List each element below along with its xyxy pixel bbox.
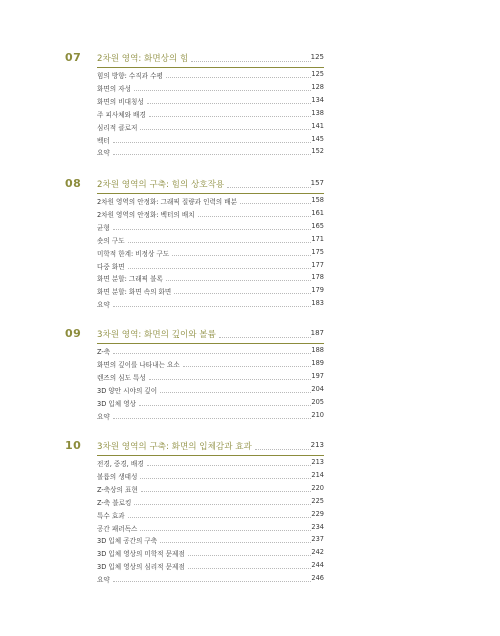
toc-entry[interactable]: [0, 398, 500, 410]
entry-page-number: 134: [311, 95, 324, 104]
entry-page-number: 246: [311, 574, 324, 583]
dot-leader: [113, 418, 311, 419]
entry-page-number: 171: [311, 234, 324, 243]
entry-page-number: 225: [311, 496, 324, 505]
dot-leader: [128, 517, 311, 518]
entry-title: 3D 입체 영상: [97, 399, 136, 408]
entry-title: 화면 분할: 화면 속의 화면: [97, 288, 172, 297]
entry-title: 다중 화면: [97, 262, 125, 271]
entry-page-number: 178: [311, 273, 324, 282]
entry-title: 주 피사체와 배경: [97, 110, 146, 119]
toc-entry[interactable]: [0, 484, 500, 496]
dot-leader: [198, 216, 311, 217]
chapter-rule: [97, 193, 324, 194]
dot-leader: [183, 366, 311, 367]
entry-title: 화면의 자성: [97, 84, 131, 93]
entry-page-number: 234: [311, 522, 324, 531]
chapter-page-number: 157: [310, 179, 324, 187]
dot-leader: [134, 90, 311, 91]
chapter-heading[interactable]: [0, 52, 500, 66]
entry-page-number: 183: [311, 299, 324, 308]
toc-entry[interactable]: [0, 385, 500, 397]
chapter-heading[interactable]: [0, 440, 500, 454]
dot-leader: [191, 61, 311, 62]
toc-entry[interactable]: [0, 359, 500, 371]
entry-title: 화면의 깊이를 나타내는 요소: [97, 360, 180, 369]
toc-entry[interactable]: [0, 122, 500, 134]
chapter-rule: [97, 343, 324, 344]
entry-title: 요약: [97, 412, 110, 421]
entry-title: Z-축: [97, 348, 111, 356]
entry-title: 힘의 방향: 수직과 수평: [97, 72, 163, 80]
dot-leader: [134, 504, 311, 505]
dot-leader: [174, 293, 311, 294]
dot-leader: [188, 555, 311, 556]
entry-page-number: 210: [311, 410, 324, 419]
entry-page-number: 197: [311, 371, 324, 380]
entry-title: 화면 분할: 그래픽 블록: [97, 275, 163, 284]
entry-page-number: 161: [311, 208, 324, 217]
dot-leader: [255, 449, 311, 450]
toc-entry[interactable]: [0, 209, 500, 221]
chapter-title: 2차원 영역: 화면상의 힘: [97, 54, 189, 64]
entry-page-number: 141: [311, 121, 324, 130]
chapter-title: 2차원 영역의 구축: 힘의 상호작용: [97, 180, 225, 190]
dot-leader: [227, 187, 311, 188]
entry-title: Z-축 블로킹: [97, 498, 132, 507]
dot-leader: [141, 491, 311, 492]
toc-entry[interactable]: [0, 222, 500, 234]
entry-page-number: 213: [311, 458, 324, 466]
chapter-number: 08: [65, 177, 82, 190]
dot-leader: [219, 337, 311, 338]
entry-title: 2차원 영역의 안정화: 벡터의 배치: [97, 210, 195, 219]
entry-page-number: 205: [311, 397, 324, 406]
chapter-page-number: 125: [310, 53, 324, 61]
entry-title: 화면의 비대칭성: [97, 97, 144, 106]
entry-page-number: 229: [311, 509, 324, 518]
dot-leader: [166, 77, 311, 78]
entry-title: 3D 입체 공간의 구축: [97, 537, 158, 546]
dot-leader: [140, 478, 311, 479]
entry-page-number: 244: [311, 561, 324, 570]
toc-entry[interactable]: [0, 261, 500, 273]
toc-entry[interactable]: [0, 248, 500, 260]
dot-leader: [149, 116, 311, 117]
entry-title: 균형: [97, 223, 110, 232]
toc-entry[interactable]: [0, 135, 500, 147]
chapter-number: 09: [65, 327, 82, 340]
entry-title: 요약: [97, 149, 110, 158]
toc-entry[interactable]: [0, 109, 500, 121]
chapter-number: 10: [65, 439, 82, 452]
entry-page-number: 188: [311, 346, 324, 354]
entry-page-number: 152: [311, 147, 324, 156]
entry-title: 2차원 영역의 안정화: 그래픽 질량과 인력의 배분: [97, 198, 238, 206]
toc-entry[interactable]: [0, 548, 500, 560]
dot-leader: [128, 268, 311, 269]
entry-page-number: 138: [311, 108, 324, 117]
chapter-page-number: 213: [310, 441, 324, 449]
toc-entry[interactable]: [0, 561, 500, 573]
toc-entry[interactable]: [0, 535, 500, 547]
entry-title: 심리적 클로저: [97, 123, 138, 132]
dot-leader: [172, 255, 311, 256]
entry-page-number: 237: [311, 535, 324, 544]
toc-entry[interactable]: [0, 235, 500, 247]
toc-entry[interactable]: [0, 411, 500, 423]
entry-page-number: 177: [311, 260, 324, 269]
entry-page-number: 125: [311, 70, 324, 78]
dot-leader: [160, 392, 311, 393]
toc-entry[interactable]: [0, 346, 500, 358]
dot-leader: [113, 306, 311, 307]
entry-title: 요약: [97, 576, 110, 585]
entry-page-number: 145: [311, 134, 324, 143]
toc-entry[interactable]: [0, 96, 500, 108]
chapter-heading[interactable]: [0, 178, 500, 192]
entry-page-number: 158: [311, 196, 324, 204]
dot-leader: [147, 465, 311, 466]
toc-entry[interactable]: [0, 471, 500, 483]
dot-leader: [160, 542, 311, 543]
entry-title: 렌즈의 심도 특성: [97, 373, 146, 382]
dot-leader: [188, 568, 311, 569]
dot-leader: [113, 229, 311, 230]
entry-title: 벡터: [97, 136, 110, 145]
chapter-number: 07: [65, 51, 82, 64]
dot-leader: [113, 154, 311, 155]
entry-page-number: 189: [311, 358, 324, 367]
toc-entry[interactable]: [0, 523, 500, 535]
entry-title: 특수 효과: [97, 511, 125, 520]
chapter-title: 3차원 영역: 화면의 깊이와 볼륨: [97, 330, 216, 340]
dot-leader: [140, 129, 311, 130]
entry-title: 숏의 구도: [97, 236, 125, 245]
toc-entry[interactable]: [0, 286, 500, 298]
chapter-rule: [97, 67, 324, 68]
toc-entry[interactable]: [0, 147, 500, 159]
toc-entry[interactable]: [0, 196, 500, 208]
entry-title: 전경, 중경, 배경: [97, 460, 144, 468]
entry-title: Z-축상의 표현: [97, 485, 138, 494]
dot-leader: [166, 280, 311, 281]
entry-page-number: 165: [311, 221, 324, 230]
entry-page-number: 220: [311, 483, 324, 492]
chapter-rule: [97, 455, 324, 456]
entry-title: 요약: [97, 301, 110, 310]
dot-leader: [113, 353, 311, 354]
chapter-page-number: 187: [310, 329, 324, 337]
dot-leader: [240, 203, 311, 204]
dot-leader: [147, 103, 311, 104]
toc-entry[interactable]: [0, 83, 500, 95]
entry-title: 3D 입체 영상의 미학적 문제점: [97, 550, 185, 559]
toc-entry[interactable]: [0, 273, 500, 285]
entry-title: 3D 양안 시야의 깊이: [97, 386, 158, 395]
toc-entry[interactable]: [0, 458, 500, 470]
entry-page-number: 242: [311, 548, 324, 557]
entry-page-number: 179: [311, 286, 324, 295]
dot-leader: [113, 581, 311, 582]
entry-page-number: 204: [311, 384, 324, 393]
dot-leader: [140, 530, 311, 531]
chapter-title: 3차원 영역의 구축: 화면의 입체감과 효과: [97, 442, 252, 452]
entry-page-number: 128: [311, 82, 324, 91]
dot-leader: [128, 242, 311, 243]
toc-entry[interactable]: [0, 372, 500, 384]
entry-title: 미학적 한계: 비정상 구도: [97, 249, 170, 258]
toc-entry[interactable]: [0, 574, 500, 586]
entry-title: 볼륨의 생태성: [97, 472, 138, 481]
toc-entry[interactable]: [0, 70, 500, 82]
chapter-heading[interactable]: [0, 328, 500, 342]
entry-title: 공간 패러독스: [97, 524, 138, 533]
toc-entry[interactable]: [0, 497, 500, 509]
dot-leader: [113, 142, 311, 143]
toc-entry[interactable]: [0, 510, 500, 522]
entry-title: 3D 입체 영상의 심리적 문제점: [97, 563, 185, 572]
dot-leader: [139, 405, 311, 406]
dot-leader: [149, 379, 311, 380]
toc-entry[interactable]: [0, 299, 500, 311]
entry-page-number: 214: [311, 470, 324, 479]
entry-page-number: 175: [311, 247, 324, 256]
